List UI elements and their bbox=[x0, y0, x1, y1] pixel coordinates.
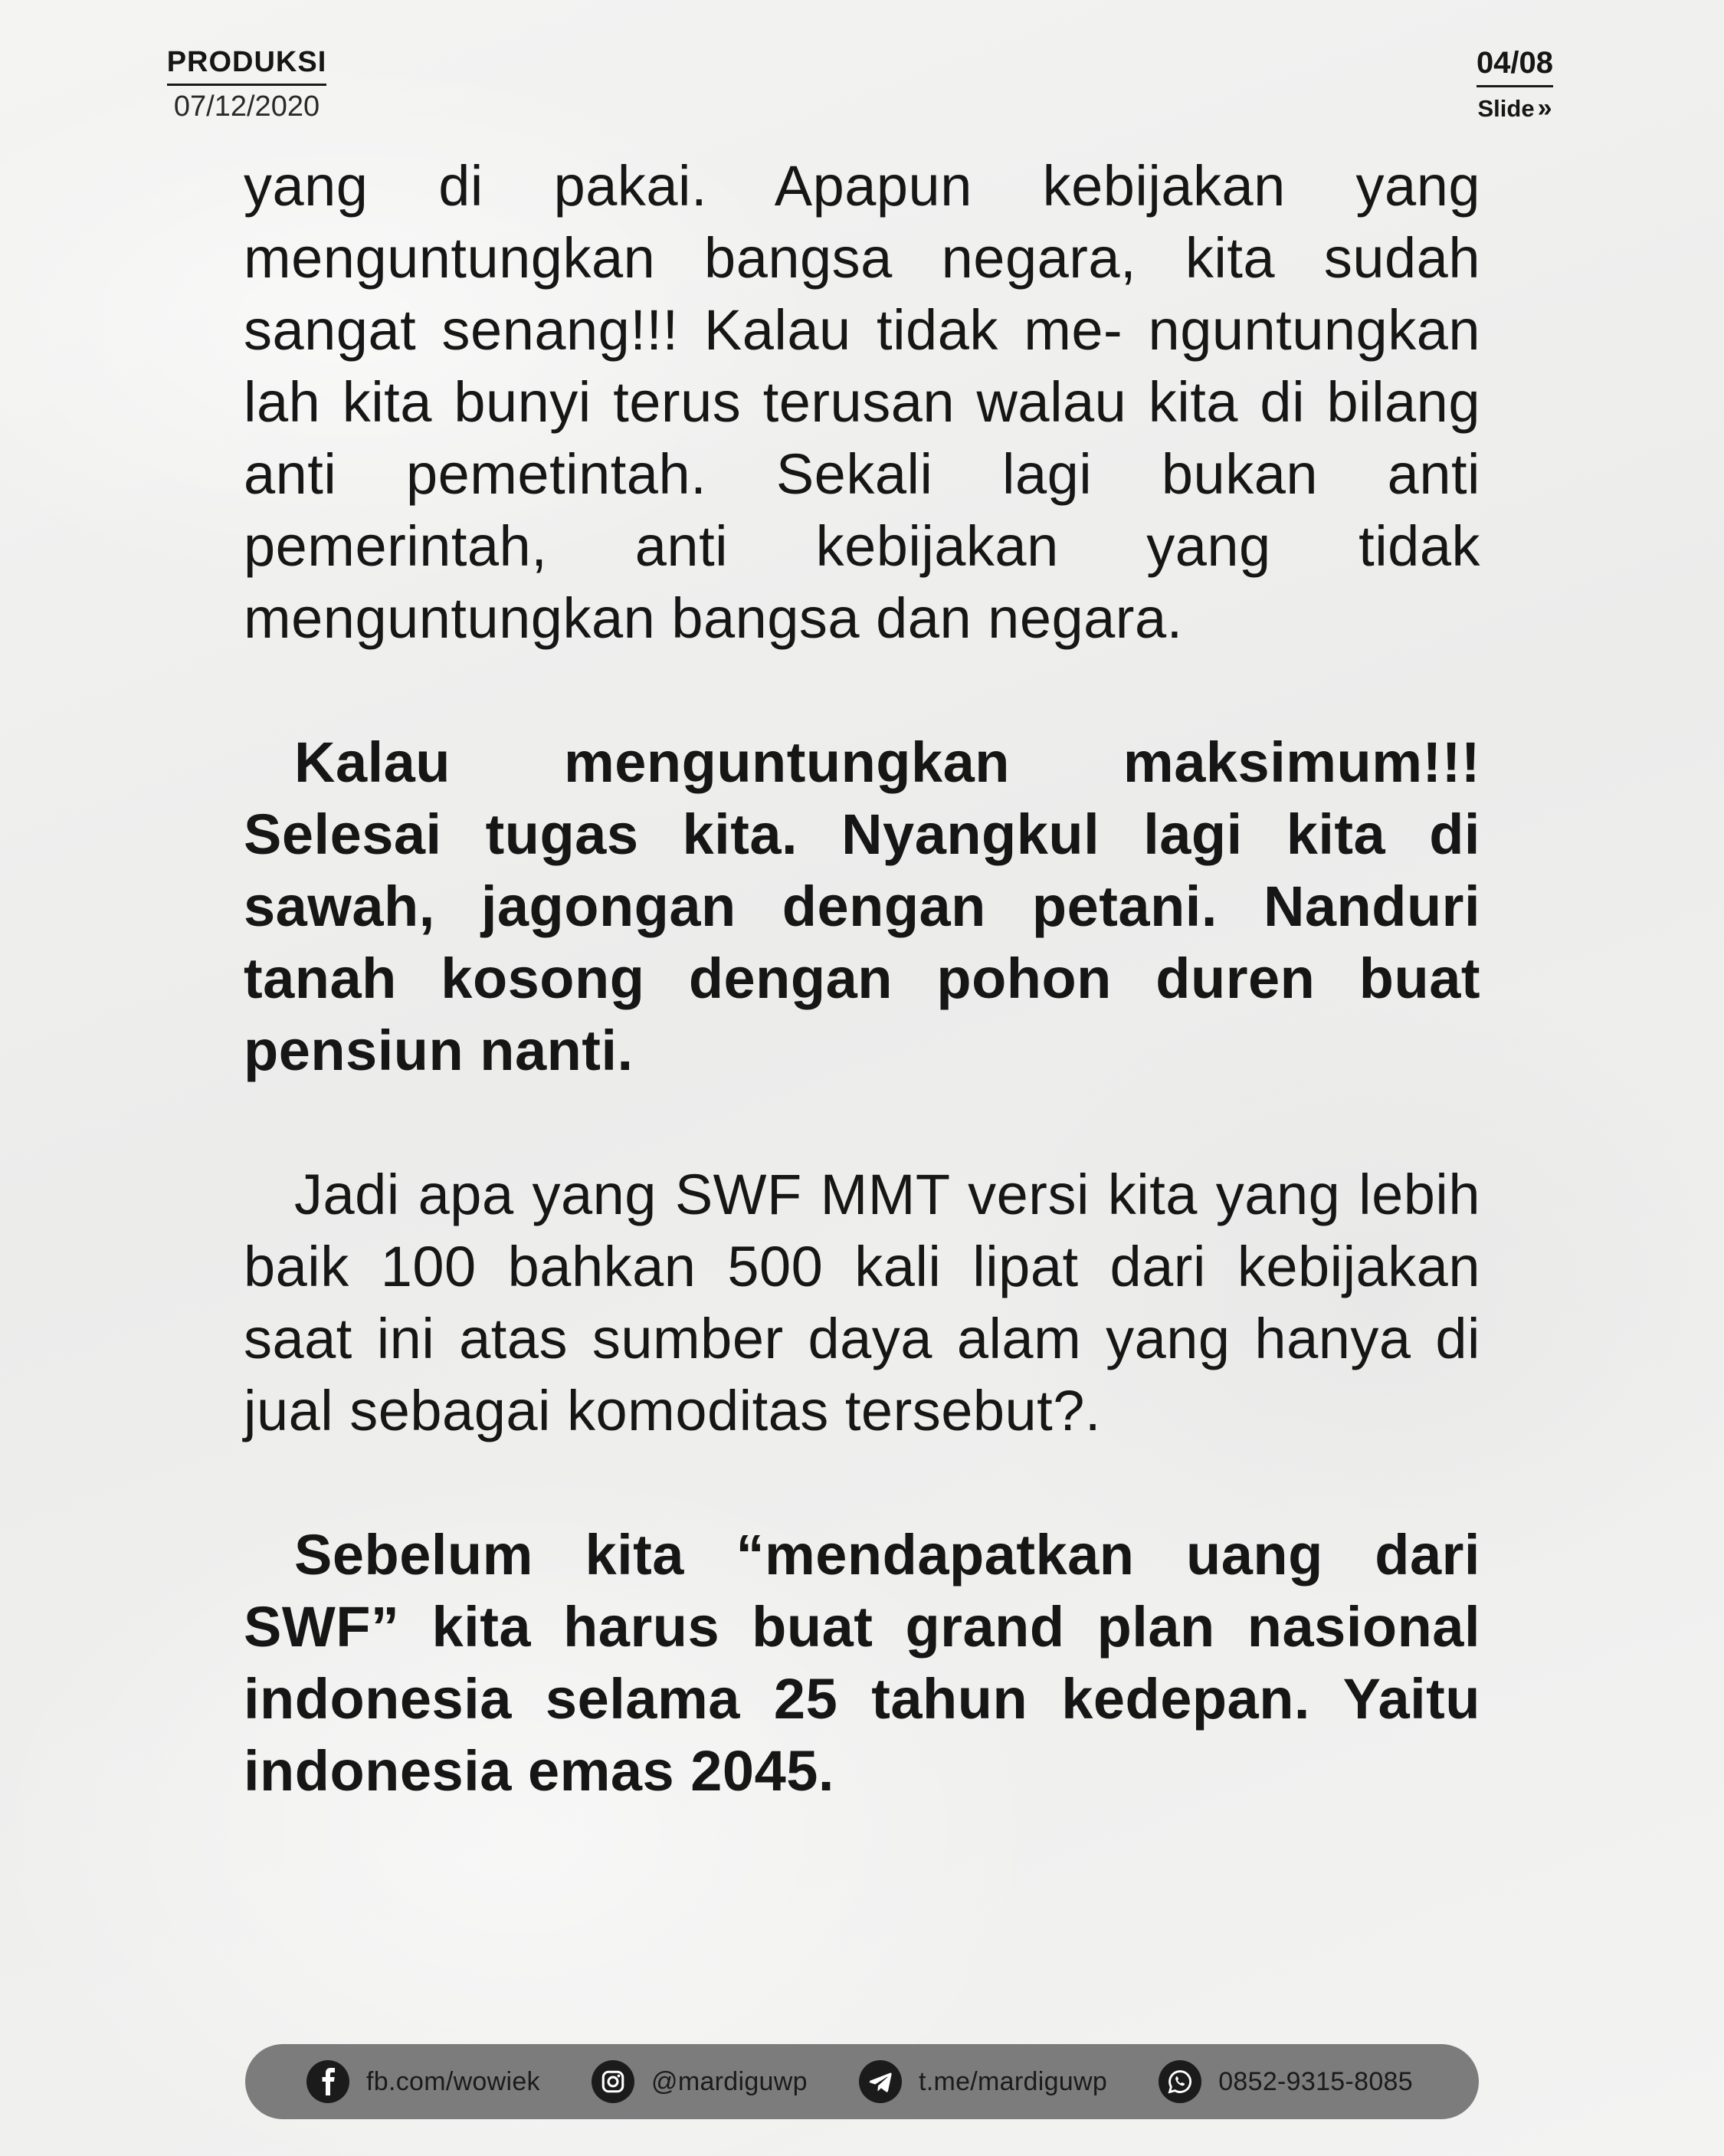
whatsapp-icon bbox=[1159, 2060, 1201, 2103]
double-chevron-right-icon: » bbox=[1537, 94, 1552, 123]
publish-date: 07/12/2020 bbox=[173, 90, 320, 123]
instagram-handle: @mardiguwp bbox=[651, 2066, 808, 2096]
slide-label: Slide bbox=[1477, 95, 1535, 122]
telegram-icon bbox=[859, 2060, 902, 2103]
page-number: 04/08 bbox=[1477, 46, 1553, 87]
instagram-link[interactable] bbox=[592, 2060, 808, 2103]
telegram-handle: t.me/mardiguwp bbox=[918, 2066, 1108, 2096]
next-slide-indicator[interactable] bbox=[1465, 94, 1565, 123]
header-right bbox=[1465, 46, 1565, 123]
social-footer bbox=[245, 2044, 1479, 2119]
paragraph-1: yang di pakai. Apapun kebijakan yang menguntungkan bangsa negara, kita sudah sangat senang!!! Kalau tidak me- nguntungkan lah kita bunyi terus terusan walau kita di bilang anti pemetintah. Sekali lagi bukan anti pemerintah, anti kebijakan yang tidak menguntungkan bangsa dan negara. bbox=[244, 154, 1480, 650]
facebook-link[interactable] bbox=[306, 2060, 540, 2103]
facebook-icon bbox=[306, 2060, 349, 2103]
instagram-icon bbox=[592, 2060, 634, 2103]
whatsapp-link[interactable] bbox=[1159, 2060, 1413, 2103]
whatsapp-number: 0852-9315-8085 bbox=[1218, 2066, 1413, 2096]
paragraph-4: Sebelum kita “mendapatkan uang dari SWF” kita harus buat grand plan nasional indonesia selama 25 tahun kedepan. Yaitu indonesia emas 2045. bbox=[244, 1523, 1480, 1803]
section-label: PRODUKSI bbox=[167, 46, 327, 86]
paragraph-3: Jadi apa yang SWF MMT versi kita yang lebih baik 100 bahkan 500 kali lipat dari kebijakan saat ini atas sumber daya alam yang hanya di jual sebagai komoditas tersebut?. bbox=[244, 1163, 1480, 1442]
paragraph-2: Kalau menguntungkan maksimum!!! Selesai tugas kita. Nyangkul lagi kita di sawah, jagongan dengan petani. Nanduri tanah kosong dengan pohon duren buat pensiun nanti. bbox=[244, 730, 1480, 1082]
article-body bbox=[244, 150, 1480, 1807]
facebook-handle: fb.com/wowiek bbox=[366, 2066, 540, 2096]
telegram-link[interactable] bbox=[859, 2060, 1107, 2103]
header-left bbox=[162, 46, 331, 123]
